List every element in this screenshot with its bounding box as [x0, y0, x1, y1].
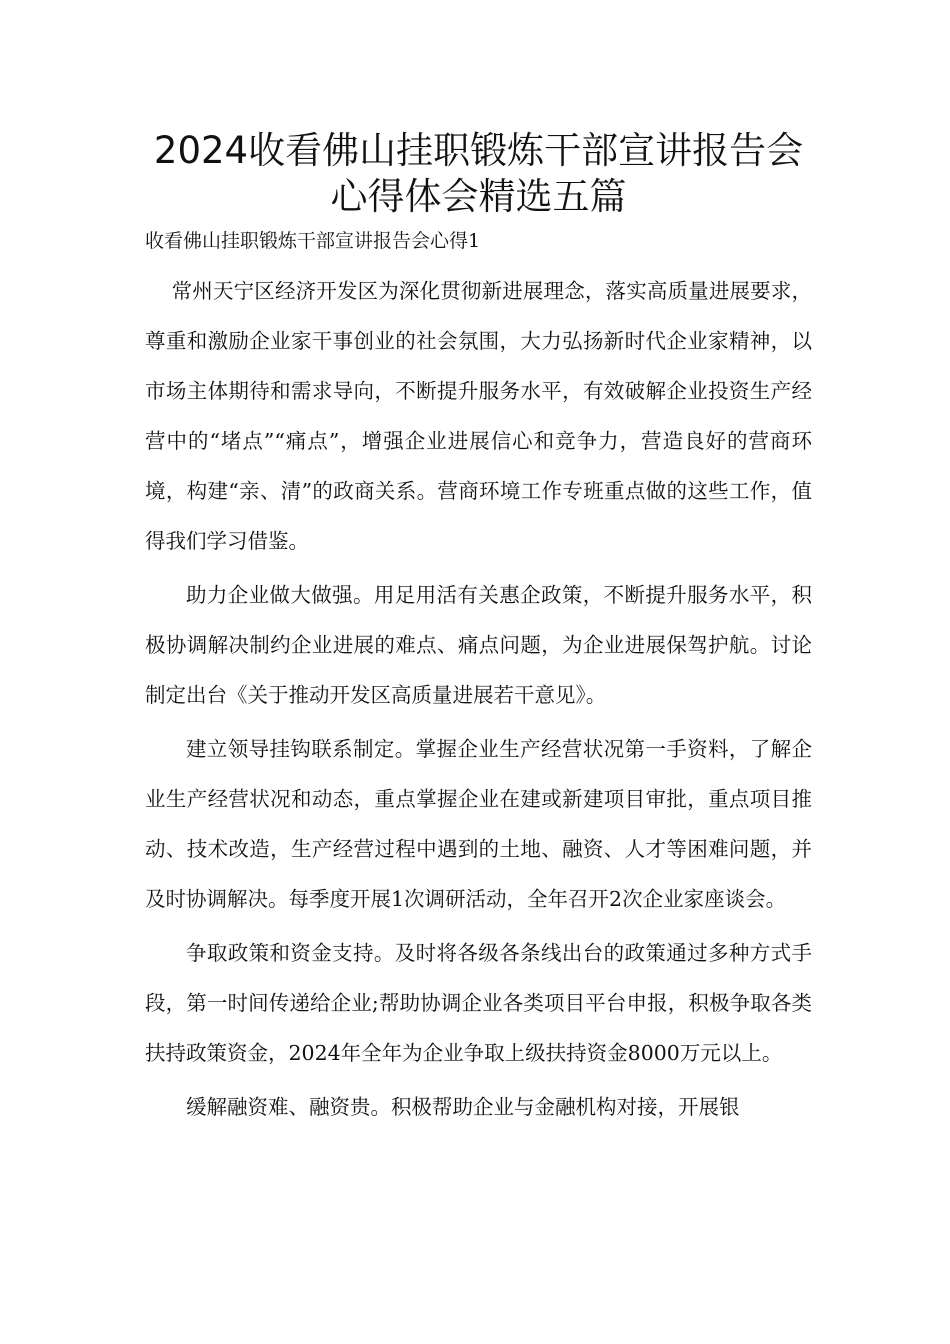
title-line-1: 2024收看佛山挂职锻炼干部宣讲报告会 — [153, 129, 804, 172]
paragraph-2: 助力企业做大做强。用足用活有关惠企政策，不断提升服务水平，积极协调解决制约企业进展的难点、痛点问题，为企业进展保驾护航。讨论制定出台《关于推动开发区高质量进展若干意见》。 — [145, 583, 812, 707]
title-line-2: 心得体会精选五篇 — [330, 175, 627, 218]
paragraph-4: 争取政策和资金支持。及时将各级各条线出台的政策通过多种方式手段，第一时间传递给企业;帮助协调企业各类项目平台申报，积极争取各类扶持政策资金，2024年全年为企业争取上级扶持资金8000万元以上。 — [145, 941, 812, 1065]
paragraph-3: 建立领导挂钩联系制定。掌握企业生产经营状况第一手资料，了解企业生产经营状况和动态，重点掌握企业在建或新建项目审批，重点项目推动、技术改造，生产经营过程中遇到的土地、融资、人才等困难问题，并及时协调解决。每季度开展1次调研活动，全年召开2次企业家座谈会。 — [145, 737, 812, 911]
paragraph-1: 常州天宁区经济开发区为深化贯彻新进展理念，落实高质量进展要求，尊重和激励企业家干事创业的社会氛围，大力弘扬新时代企业家精神，以市场主体期待和需求导向，不断提升服务水平，有效破解企业投资生产经营中的“堵点”“痛点”，增强企业进展信心和竞争力，营造良好的营商环境，构建“亲、清”的政商关系。营商环境工作专班重点做的这些工作，值得我们学习借鉴。 — [145, 279, 812, 553]
document-title — [145, 128, 812, 220]
paragraph-5: 缓解融资难、融资贵。积极帮助企业与金融机构对接，开展银 — [186, 1095, 740, 1119]
section-heading: 收看佛山挂职锻炼干部宣讲报告会心得1 — [145, 230, 481, 252]
